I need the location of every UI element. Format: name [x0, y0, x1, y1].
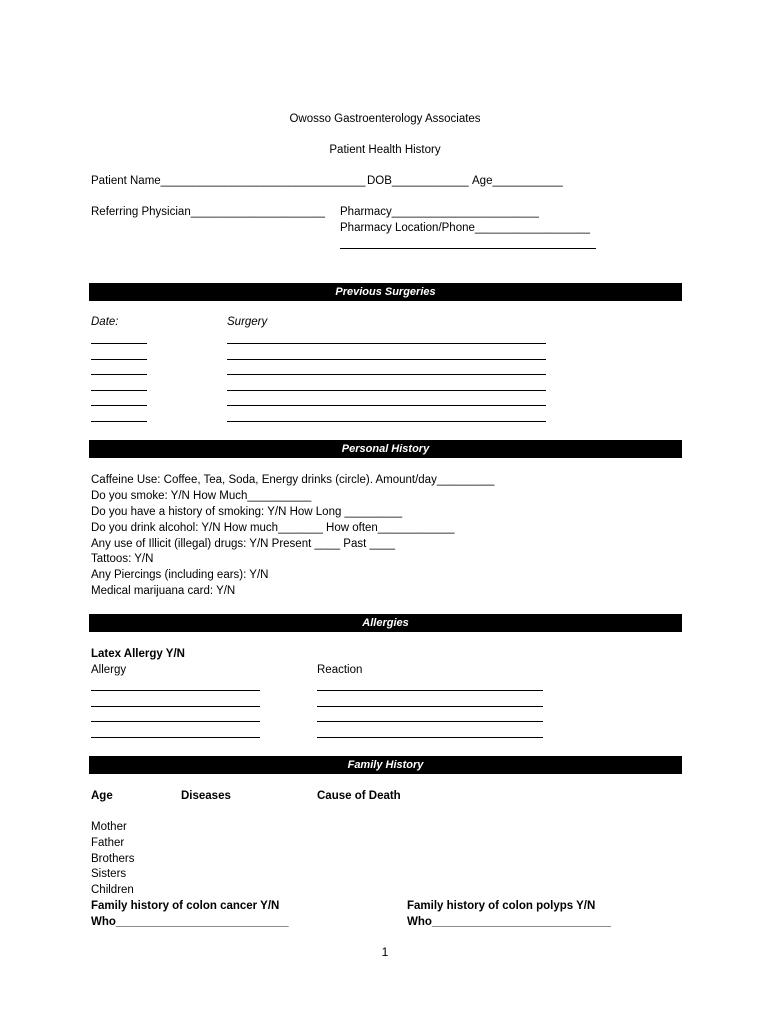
tattoos-question[interactable]: Tattoos: Y/N	[91, 553, 154, 565]
cause-of-death-column-label: Cause of Death	[317, 790, 401, 802]
surgery-date-line[interactable]	[91, 359, 147, 360]
surgery-column-label: Surgery	[227, 316, 268, 328]
patient-name-field[interactable]: Patient Name________________________________	[91, 175, 366, 187]
surgery-date-line[interactable]	[91, 390, 147, 391]
pharmacy-field[interactable]: Pharmacy_______________________	[340, 206, 539, 218]
allergy-reaction-line[interactable]	[317, 706, 543, 707]
pharmacy-location-line-2[interactable]	[340, 248, 596, 249]
age-column-label: Age	[91, 790, 113, 802]
surgery-date-line[interactable]	[91, 343, 147, 344]
colon-cancer-question[interactable]: Family history of colon cancer Y/N	[91, 900, 280, 912]
allergy-name-line[interactable]	[91, 706, 260, 707]
pharmacy-location-field[interactable]: Pharmacy Location/Phone__________________	[340, 222, 591, 234]
allergy-column-label: Allergy	[91, 664, 127, 676]
form-title: Patient Health History	[329, 144, 441, 156]
dob-field[interactable]: DOB____________	[367, 175, 469, 187]
referring-physician-field[interactable]: Referring Physician_____________________	[91, 206, 326, 218]
surgery-date-line[interactable]	[91, 421, 147, 422]
relative-mother: Mother	[91, 821, 127, 833]
colon-polyps-question[interactable]: Family history of colon polyps Y/N	[407, 900, 596, 912]
latex-allergy-question[interactable]: Latex Allergy Y/N	[91, 648, 185, 660]
relative-brothers: Brothers	[91, 853, 135, 865]
piercings-question[interactable]: Any Piercings (including ears): Y/N	[91, 569, 269, 581]
section-header-allergies: Allergies	[89, 614, 682, 632]
reaction-column-label: Reaction	[317, 664, 363, 676]
smoking-history-question[interactable]: Do you have a history of smoking: Y/N How Long _________	[91, 506, 403, 518]
diseases-column-label: Diseases	[181, 790, 231, 802]
date-column-label: Date:	[91, 316, 119, 328]
page-number: 1	[381, 945, 389, 959]
allergy-name-line[interactable]	[91, 690, 260, 691]
surgery-name-line[interactable]	[227, 421, 546, 422]
surgery-date-line[interactable]	[91, 374, 147, 375]
allergy-reaction-line[interactable]	[317, 690, 543, 691]
surgery-name-line[interactable]	[227, 374, 546, 375]
surgery-name-line[interactable]	[227, 343, 546, 344]
alcohol-question[interactable]: Do you drink alcohol: Y/N How much_______ How often____________	[91, 522, 455, 534]
surgery-name-line[interactable]	[227, 359, 546, 360]
relative-children: Children	[91, 884, 134, 896]
allergy-name-line[interactable]	[91, 737, 260, 738]
smoke-question[interactable]: Do you smoke: Y/N How Much__________	[91, 490, 312, 502]
relative-father: Father	[91, 837, 125, 849]
surgery-date-line[interactable]	[91, 405, 147, 406]
section-header-personal: Personal History	[89, 440, 682, 458]
allergy-reaction-line[interactable]	[317, 737, 543, 738]
age-field[interactable]: Age___________	[472, 175, 563, 187]
marijuana-question[interactable]: Medical marijuana card: Y/N	[91, 585, 236, 597]
colon-polyps-who-field[interactable]: Who____________________________	[407, 916, 611, 928]
colon-cancer-who-field[interactable]: Who___________________________	[91, 916, 289, 928]
surgery-name-line[interactable]	[227, 390, 546, 391]
section-header-surgeries: Previous Surgeries	[89, 283, 682, 301]
allergy-reaction-line[interactable]	[317, 721, 543, 722]
practice-name: Owosso Gastroenterology Associates	[289, 113, 481, 125]
caffeine-question[interactable]: Caffeine Use: Coffee, Tea, Soda, Energy drinks (circle). Amount/day_________	[91, 474, 495, 486]
allergy-name-line[interactable]	[91, 721, 260, 722]
drugs-question[interactable]: Any use of Illicit (illegal) drugs: Y/N Present ____ Past ____	[91, 538, 396, 550]
surgery-name-line[interactable]	[227, 405, 546, 406]
section-header-family: Family History	[89, 756, 682, 774]
relative-sisters: Sisters	[91, 868, 127, 880]
